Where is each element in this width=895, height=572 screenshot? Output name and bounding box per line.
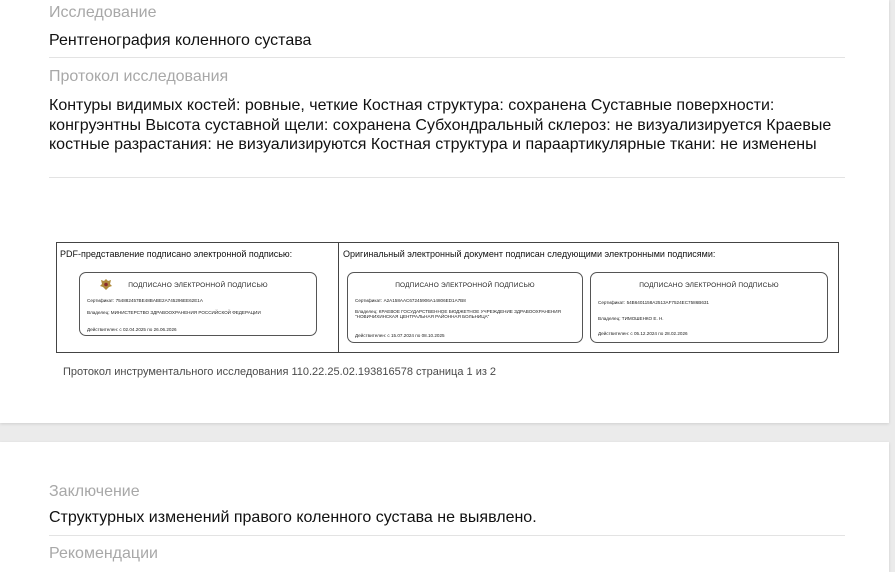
divider [49,535,845,536]
signature-stamp [590,272,828,343]
signature-block [56,242,839,353]
stamp-certificate: Сертификат: 54B6401158A2513AF7524EC7586B631 [598,300,709,305]
protocol-text: Контуры видимых костей: ровные, четкие Костная структура: сохранена Суставные поверхности: конгруэнтны Высота суставной щели: сохранена Субхондральный склероз: не визуализируется Краевые костные разрастания: не визуализируются Костная структура и параартикулярные ткани: не изменены [49,97,832,153]
divider [49,57,845,58]
conclusion-value: Структурных изменений правого коленного сустава не выявлено. [49,509,537,526]
stamp-owner: Владелец: ТИМОШЕНКО Е. Н. [598,316,664,321]
signature-stamp [79,272,317,336]
stamp-validity: Действителен: с 02.04.2025 по 26.06.2026 [87,327,177,332]
column-separator [338,243,339,352]
document-page-2 [0,442,889,572]
study-label: Исследование [49,4,157,21]
stamp-title: ПОДПИСАНО ЭЛЕКТРОННОЙ ПОДПИСЬЮ [128,282,268,289]
stamp-validity: Действителен: с 15.07.2024 по 08.10.2025 [355,333,445,338]
pdf-signature-heading: PDF-представление подписано электронной подписью: [60,249,293,259]
stamp-validity: Действителен: с 05.12.2024 по 28.02.2026 [598,331,688,336]
stamp-owner: Владелец: МИНИСТЕРСТВО ЗДРАВООХРАНЕНИЯ РОССИЙСКОЙ ФЕДЕРАЦИИ [87,310,261,315]
conclusion-label: Заключение [49,483,140,500]
stamp-owner: Владелец: КРАЕВОЕ ГОСУДАРСТВЕННОЕ БЮДЖЕТНОЕ УЧРЕЖДЕНИЕ ЗДРАВООХРАНЕНИЯ "НОВИЧИХИНСКАЯ ЦЕНТРАЛЬНАЯ РАЙОННАЯ БОЛЬНИЦА" [355,309,561,320]
original-signature-heading: Оригинальный электронный документ подписан следующими электронными подписями: [343,249,716,259]
study-value: Рентгенография коленного сустава [49,32,312,49]
stamp-title: ПОДПИСАНО ЭЛЕКТРОННОЙ ПОДПИСЬЮ [639,282,779,289]
stamp-title: ПОДПИСАНО ЭЛЕКТРОННОЙ ПОДПИСЬЮ [395,282,535,289]
page-footer: Протокол инструментального исследования 110.22.25.02.193816578 страница 1 из 2 [63,366,497,378]
protocol-label: Протокол исследования [49,68,229,85]
signature-stamp [347,272,583,343]
recommendations-label: Рекомендации [49,545,158,562]
stamp-certificate: Сертификат: 754882457BE48BABE2A745296EE62E1A [87,298,203,303]
stamp-certificate: Сертификат: A2A158AAC67245906A14806ED1A7B8 [355,298,466,303]
divider [49,177,845,178]
